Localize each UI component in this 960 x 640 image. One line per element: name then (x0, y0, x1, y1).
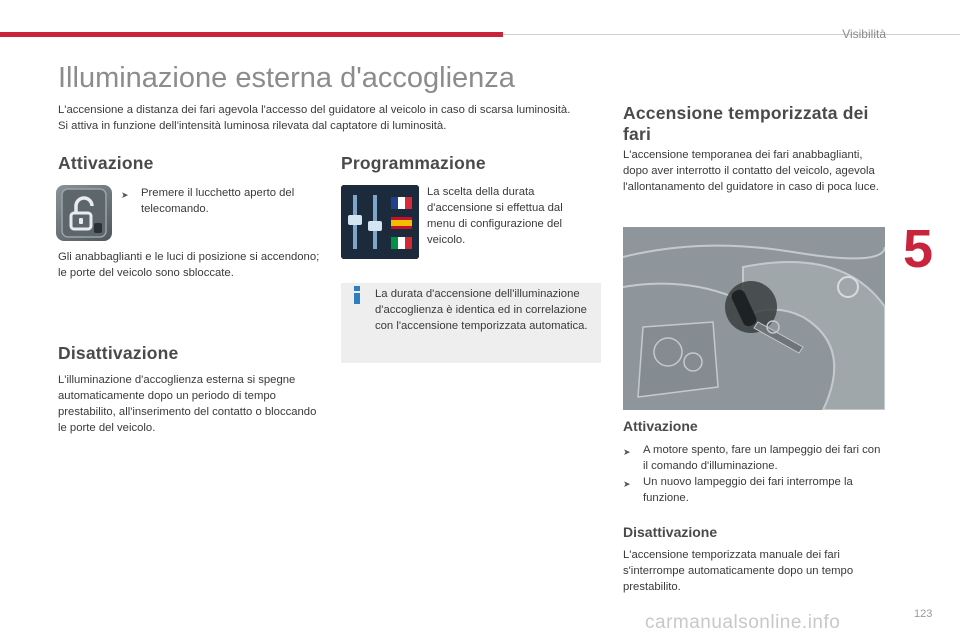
attivazione-bullet (121, 185, 321, 217)
list-item (623, 442, 888, 474)
page-number: 123 (914, 608, 933, 620)
disattivazione-sub-heading: Disattivazione (623, 524, 718, 540)
disattivazione-heading: Disattivazione (58, 343, 179, 363)
accensione-temporizzata-paragraph: L'accensione temporanea dei fari anabbaglianti, dopo aver interrotto il contatto del veicolo, agevola l'allontanamento del guidatore in caso di poca luce. (623, 149, 879, 193)
remote-unlock-image (56, 185, 112, 241)
accensione-temporizzata-heading: Accensione temporizzata dei fari (623, 103, 869, 144)
attivazione-paragraph: Gli anabbaglianti e le luci di posizione si accendono; le porte del veicolo sono sbloccate. (58, 251, 320, 279)
header-rule (503, 34, 960, 35)
bullet-arrow-icon: ➤ (623, 479, 631, 489)
attivazione-sub-heading: Attivazione (623, 418, 698, 434)
page-title: Illuminazione esterna d'accoglienza (58, 62, 515, 94)
watermark: carmanualsonline.info (645, 612, 841, 633)
section-name: Visibilità (842, 27, 886, 41)
disattivazione-sub-paragraph: L'accensione temporizzata manuale dei fari s'interrompe automaticamente dopo un tempo prestabilito. (623, 549, 854, 593)
list-item (623, 474, 888, 506)
list-item-text: A motore spento, fare un lampeggio dei fari con il comando d'illuminazione. (643, 444, 881, 472)
list-item-text: Un nuovo lampeggio dei fari interrompe la funzione. (643, 476, 853, 504)
attivazione-bullet-text: Premere il lucchetto aperto del telecomando. (141, 187, 295, 215)
intro-paragraph: L'accensione a distanza dei fari agevola l'accesso del guidatore al veicolo in caso di scarsa luminosità. Si attiva in funzione dell'intensità luminosa rilevata dal captatore di luminosità. (58, 104, 571, 132)
attivazione-bullet-list (623, 442, 888, 506)
disattivazione-paragraph: L'illuminazione d'accoglienza esterna si spegne automaticamente dopo un periodo di tempo prestabilito, all'inserimento del contatto o bloccando le porte del veicolo. (58, 374, 317, 434)
lighting-stalk-image (623, 227, 885, 410)
configuration-menu-image (341, 185, 419, 259)
info-icon (353, 286, 361, 304)
chapter-number: 5 (903, 219, 934, 279)
header-accent-bar (0, 32, 503, 37)
programmazione-heading: Programmazione (341, 153, 486, 173)
bullet-arrow-icon: ➤ (623, 447, 631, 457)
info-box-text: La durata d'accensione dell'illuminazione d'accoglienza è identica ed in correlazione con l'accensione temporizzata automatica. (375, 288, 588, 332)
programmazione-paragraph: La scelta della durata d'accensione si effettua dal menu di configurazione del veicolo. (427, 186, 563, 246)
bullet-arrow-icon: ➤ (121, 190, 129, 200)
attivazione-heading: Attivazione (58, 153, 154, 173)
unlock-icon (56, 185, 112, 241)
